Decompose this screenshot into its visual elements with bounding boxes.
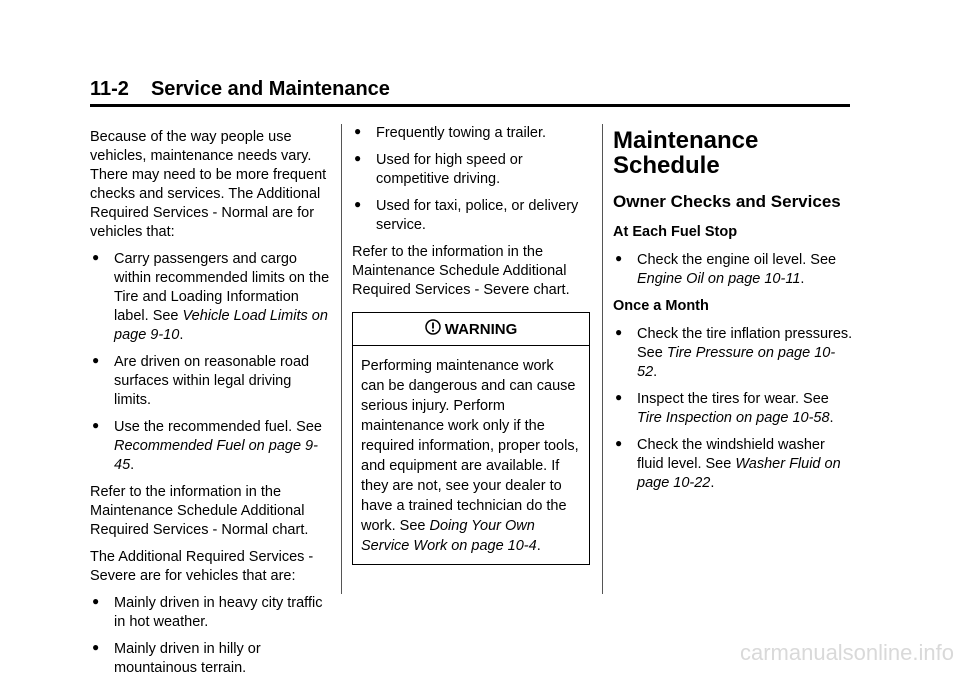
- bullet-icon: ●: [354, 197, 362, 211]
- bullet-icon: ●: [615, 390, 623, 404]
- refer-paragraph: Refer to the information in the Maintenance Schedule Additional Required Services - Severe chart.: [352, 244, 570, 298]
- warning-icon: [425, 319, 441, 340]
- page-number: 11-2: [90, 78, 129, 100]
- cross-reference[interactable]: Engine Oil on page 10-11: [637, 271, 801, 287]
- cross-reference[interactable]: Tire Inspection on page 10-58: [637, 410, 830, 426]
- cross-reference[interactable]: Recommended Fuel on page 9-45: [114, 438, 318, 473]
- column-2: [352, 124, 592, 565]
- page-header: [90, 78, 850, 101]
- cross-reference[interactable]: Doing Your Own Service Work on page 10-4: [361, 518, 537, 554]
- list-item: ● Mainly driven in hilly or mountainous terrain.: [92, 640, 261, 676]
- subheading: Owner Checks and Services: [613, 192, 841, 211]
- list-item: ● Used for taxi, police, or delivery service.: [354, 197, 579, 233]
- refer-paragraph: Refer to the information in the Maintenance Schedule Additional Required Services - Normal chart.: [90, 484, 309, 538]
- cross-reference[interactable]: Tire Pressure on page 10-52: [637, 345, 836, 380]
- list-item: ● Check the tire inflation pressures. See Tire Pressure on page 10-52.: [615, 325, 853, 380]
- warning-body: Performing maintenance work can be dangerous and can cause serious injury. Perform maintenance work only if the required information, proper tools, and equipment are available. If they are not, see your dealer to have a trained technician do the work. See Doing Your Own Service Work on page 10-4.: [361, 358, 579, 554]
- fuel-stop-label: At Each Fuel Stop: [613, 224, 738, 240]
- column-divider: [341, 124, 342, 594]
- severe-intro-paragraph: The Additional Required Services - Severe are for vehicles that are:: [90, 549, 314, 584]
- bullet-icon: ●: [615, 251, 623, 265]
- bullet-icon: ●: [354, 124, 362, 138]
- cross-reference[interactable]: Vehicle Load Limits on page 9-10: [114, 308, 328, 343]
- bullet-icon: ●: [92, 250, 100, 264]
- header-rule: [90, 104, 850, 107]
- warning-title: WARNING: [444, 320, 518, 338]
- warning-box: [352, 312, 590, 565]
- watermark: carmanualsonline.info: [739, 640, 954, 665]
- bullet-icon: ●: [615, 436, 623, 450]
- section-title: Service and Maintenance: [150, 78, 390, 100]
- bullet-icon: ●: [92, 353, 100, 367]
- list-item: ● Used for high speed or competitive driving.: [354, 151, 523, 187]
- month-label: Once a Month: [613, 298, 709, 314]
- warning-header: [353, 313, 589, 346]
- bullet-icon: ●: [615, 325, 623, 339]
- bullet-icon: ●: [354, 151, 362, 165]
- bullet-icon: ●: [92, 418, 100, 432]
- list-item: ● Inspect the tires for wear. See Tire Inspection on page 10-58.: [615, 390, 834, 426]
- column-3: [613, 128, 853, 501]
- column-1: [90, 128, 330, 686]
- bullet-icon: ●: [92, 640, 100, 654]
- list-item: ● Frequently towing a trailer.: [354, 124, 547, 141]
- list-item: ● Are driven on reasonable road surfaces within legal driving limits.: [92, 353, 310, 408]
- intro-paragraph: Because of the way people use vehicles, maintenance needs vary. There may need to be more frequent checks and services. The Additional Required Services - Normal are for vehicles that:: [90, 129, 327, 240]
- list-item: ● Check the engine oil level. See Engine Oil on page 10-11.: [615, 251, 837, 287]
- list-item: ● Use the recommended fuel. See Recommended Fuel on page 9-45.: [92, 418, 322, 473]
- list-item: ● Mainly driven in heavy city traffic in hot weather.: [92, 594, 323, 630]
- main-heading: Maintenance Schedule: [613, 127, 759, 179]
- list-item: ● Carry passengers and cargo within recommended limits on the Tire and Loading Information label. See Vehicle Load Limits on page 9-10.: [92, 250, 330, 343]
- list-item: ● Check the windshield washer fluid level. See Washer Fluid on page 10-22.: [615, 436, 841, 491]
- column-divider: [602, 124, 603, 594]
- cross-reference[interactable]: Washer Fluid on page 10-22: [637, 456, 841, 491]
- bullet-icon: ●: [92, 594, 100, 608]
